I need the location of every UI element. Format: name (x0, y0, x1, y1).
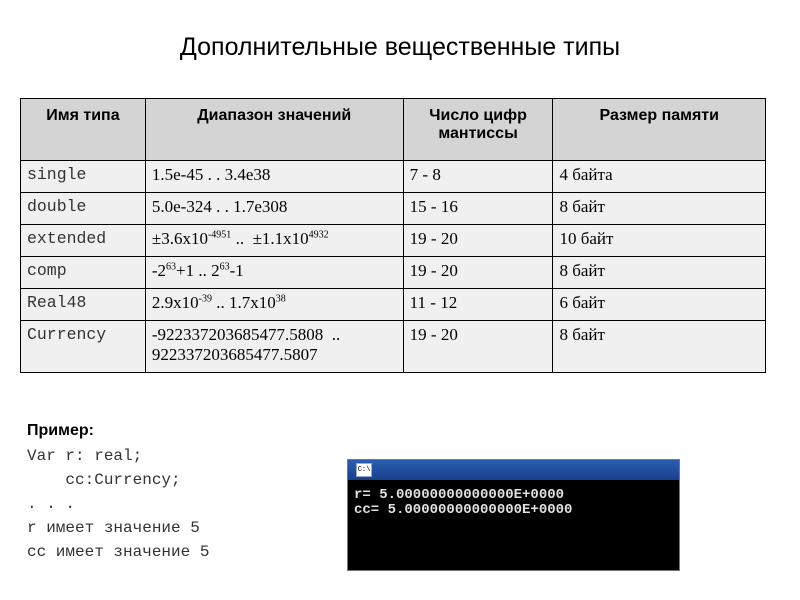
code-line: . . . (27, 495, 76, 513)
type-name: double (21, 193, 146, 225)
page-title: Дополнительные вещественные типы (179, 33, 621, 61)
table-row (21, 161, 766, 193)
range-exponent: -39 (198, 293, 212, 305)
table-row (21, 193, 766, 225)
console-icon: C:\ (356, 463, 372, 477)
example-code (27, 444, 209, 564)
type-digits: 7 - 8 (403, 161, 553, 193)
range-base: ±3.6x10 (151, 229, 208, 248)
range-separator: +1 .. 2 (176, 261, 220, 280)
header-name: Имя типа (21, 99, 146, 161)
type-digits: 11 - 12 (403, 289, 553, 321)
example-heading: Пример: (27, 422, 94, 439)
range-exponent: 63 (166, 261, 177, 273)
type-name: Real48 (21, 289, 146, 321)
code-line: cc:Currency; (27, 471, 181, 489)
range-line: 922337203685477.5807 (151, 345, 318, 364)
type-size: 10 байт (553, 225, 766, 257)
range-exponent: 63 (219, 261, 230, 273)
code-line: r имеет значение 5 (27, 519, 200, 537)
type-digits: 15 - 16 (403, 193, 553, 225)
types-table (20, 98, 766, 373)
type-range: 1.5e-45 . . 3.4e38 (145, 161, 403, 193)
table-row (21, 321, 766, 373)
console-line: cc= 5.00000000000000E+0000 (354, 502, 573, 518)
type-range (145, 321, 403, 373)
range-line: -922337203685477.5808 .. (151, 325, 341, 344)
console-line: r= 5.00000000000000E+0000 (354, 487, 565, 503)
header-digits-line2: мантиссы (438, 125, 518, 142)
header-digits (403, 99, 553, 161)
header-range: Диапазон значений (145, 99, 403, 161)
code-line: cc имеет значение 5 (27, 543, 210, 561)
example-block (27, 422, 209, 564)
range-base: -2 (151, 261, 167, 280)
type-digits: 19 - 20 (403, 257, 553, 289)
console-titlebar[interactable] (348, 460, 679, 480)
type-name: comp (21, 257, 146, 289)
type-size: 8 байт (553, 193, 766, 225)
type-range: 5.0e-324 . . 1.7e308 (145, 193, 403, 225)
type-name: single (21, 161, 146, 193)
console-output (348, 480, 679, 518)
code-line: Var r: real; (27, 447, 143, 465)
type-range (145, 257, 403, 289)
type-range (145, 289, 403, 321)
type-size: 6 байт (553, 289, 766, 321)
range-base: 2.9x10 (151, 293, 199, 312)
type-digits: 19 - 20 (403, 321, 553, 373)
console-window (347, 459, 680, 571)
type-size: 8 байт (553, 321, 766, 373)
type-size: 8 байт (553, 257, 766, 289)
header-size: Размер памяти (553, 99, 766, 161)
table-row (21, 289, 766, 321)
type-range (145, 225, 403, 257)
range-suffix: -1 (229, 261, 244, 280)
type-name: Currency (21, 321, 146, 373)
range-base: ±1.1x10 (252, 229, 309, 248)
table-header-row (21, 99, 766, 161)
table-row (21, 257, 766, 289)
type-size: 4 байта (553, 161, 766, 193)
range-separator: .. 1.7x10 (211, 293, 276, 312)
range-separator: .. (231, 229, 253, 248)
range-exponent: -4951 (207, 229, 232, 241)
table-row (21, 225, 766, 257)
range-exponent: 4932 (308, 229, 329, 241)
range-exponent: 38 (275, 293, 286, 305)
type-name: extended (21, 225, 146, 257)
type-digits: 19 - 20 (403, 225, 553, 257)
header-digits-line1: Число цифр (429, 107, 527, 124)
